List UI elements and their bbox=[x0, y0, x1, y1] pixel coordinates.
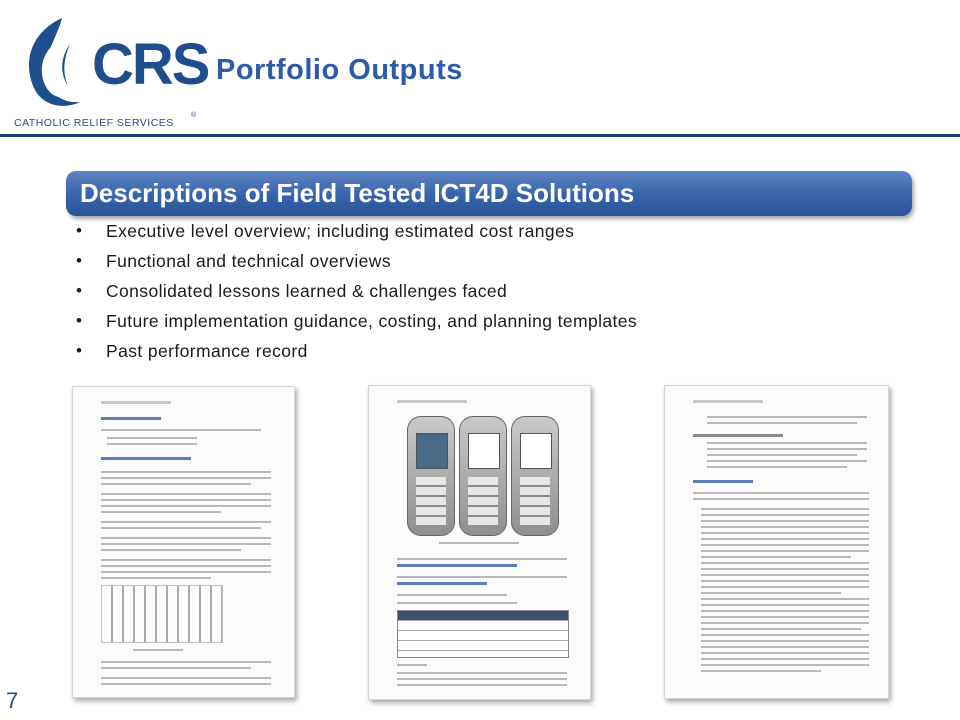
bullet-item bbox=[76, 216, 637, 246]
document-page-icon bbox=[397, 400, 467, 403]
logo-registered-mark: ® bbox=[191, 112, 197, 119]
document-page-icon bbox=[101, 401, 171, 404]
bullet-text: Future implementation guidance, costing, and planning templates bbox=[106, 311, 638, 331]
title-divider bbox=[0, 134, 960, 137]
bullet-item bbox=[76, 246, 637, 276]
bullet-dot-icon: • bbox=[76, 221, 83, 240]
bullet-text: Consolidated lessons learned & challenges faced bbox=[106, 281, 508, 301]
bullet-item bbox=[76, 276, 637, 306]
crs-logo bbox=[14, 14, 209, 129]
document-thumbnail-2 bbox=[368, 385, 591, 700]
bullet-text: Past performance record bbox=[106, 341, 308, 361]
document-thumbnail-1 bbox=[72, 386, 295, 698]
bullet-dot-icon: • bbox=[76, 251, 83, 270]
section-banner-title: Descriptions of Field Tested ICT4D Solutions bbox=[80, 178, 635, 208]
section-banner bbox=[66, 171, 912, 216]
bullet-list bbox=[76, 216, 637, 366]
bullet-item bbox=[76, 306, 637, 336]
document-page-icon bbox=[693, 400, 763, 403]
phone-image-icon bbox=[407, 416, 455, 536]
page-title: Portfolio Outputs bbox=[216, 54, 463, 86]
slide-number: 7 bbox=[6, 688, 19, 713]
bullet-text: Functional and technical overviews bbox=[106, 251, 391, 271]
bullet-dot-icon: • bbox=[76, 311, 83, 330]
bullet-dot-icon: • bbox=[76, 341, 83, 360]
document-thumbnail-3 bbox=[664, 385, 889, 699]
crs-flame-icon bbox=[14, 14, 94, 114]
phone-image-icon bbox=[459, 416, 507, 536]
bullet-item bbox=[76, 336, 637, 366]
logo-subtitle: CATHOLIC RELIEF SERVICES bbox=[14, 117, 174, 129]
bullet-dot-icon: • bbox=[76, 281, 83, 300]
bullet-text: Executive level overview; including estimated cost ranges bbox=[106, 221, 575, 241]
phone-image-icon bbox=[511, 416, 559, 536]
logo-wordmark: CRS bbox=[92, 32, 209, 97]
